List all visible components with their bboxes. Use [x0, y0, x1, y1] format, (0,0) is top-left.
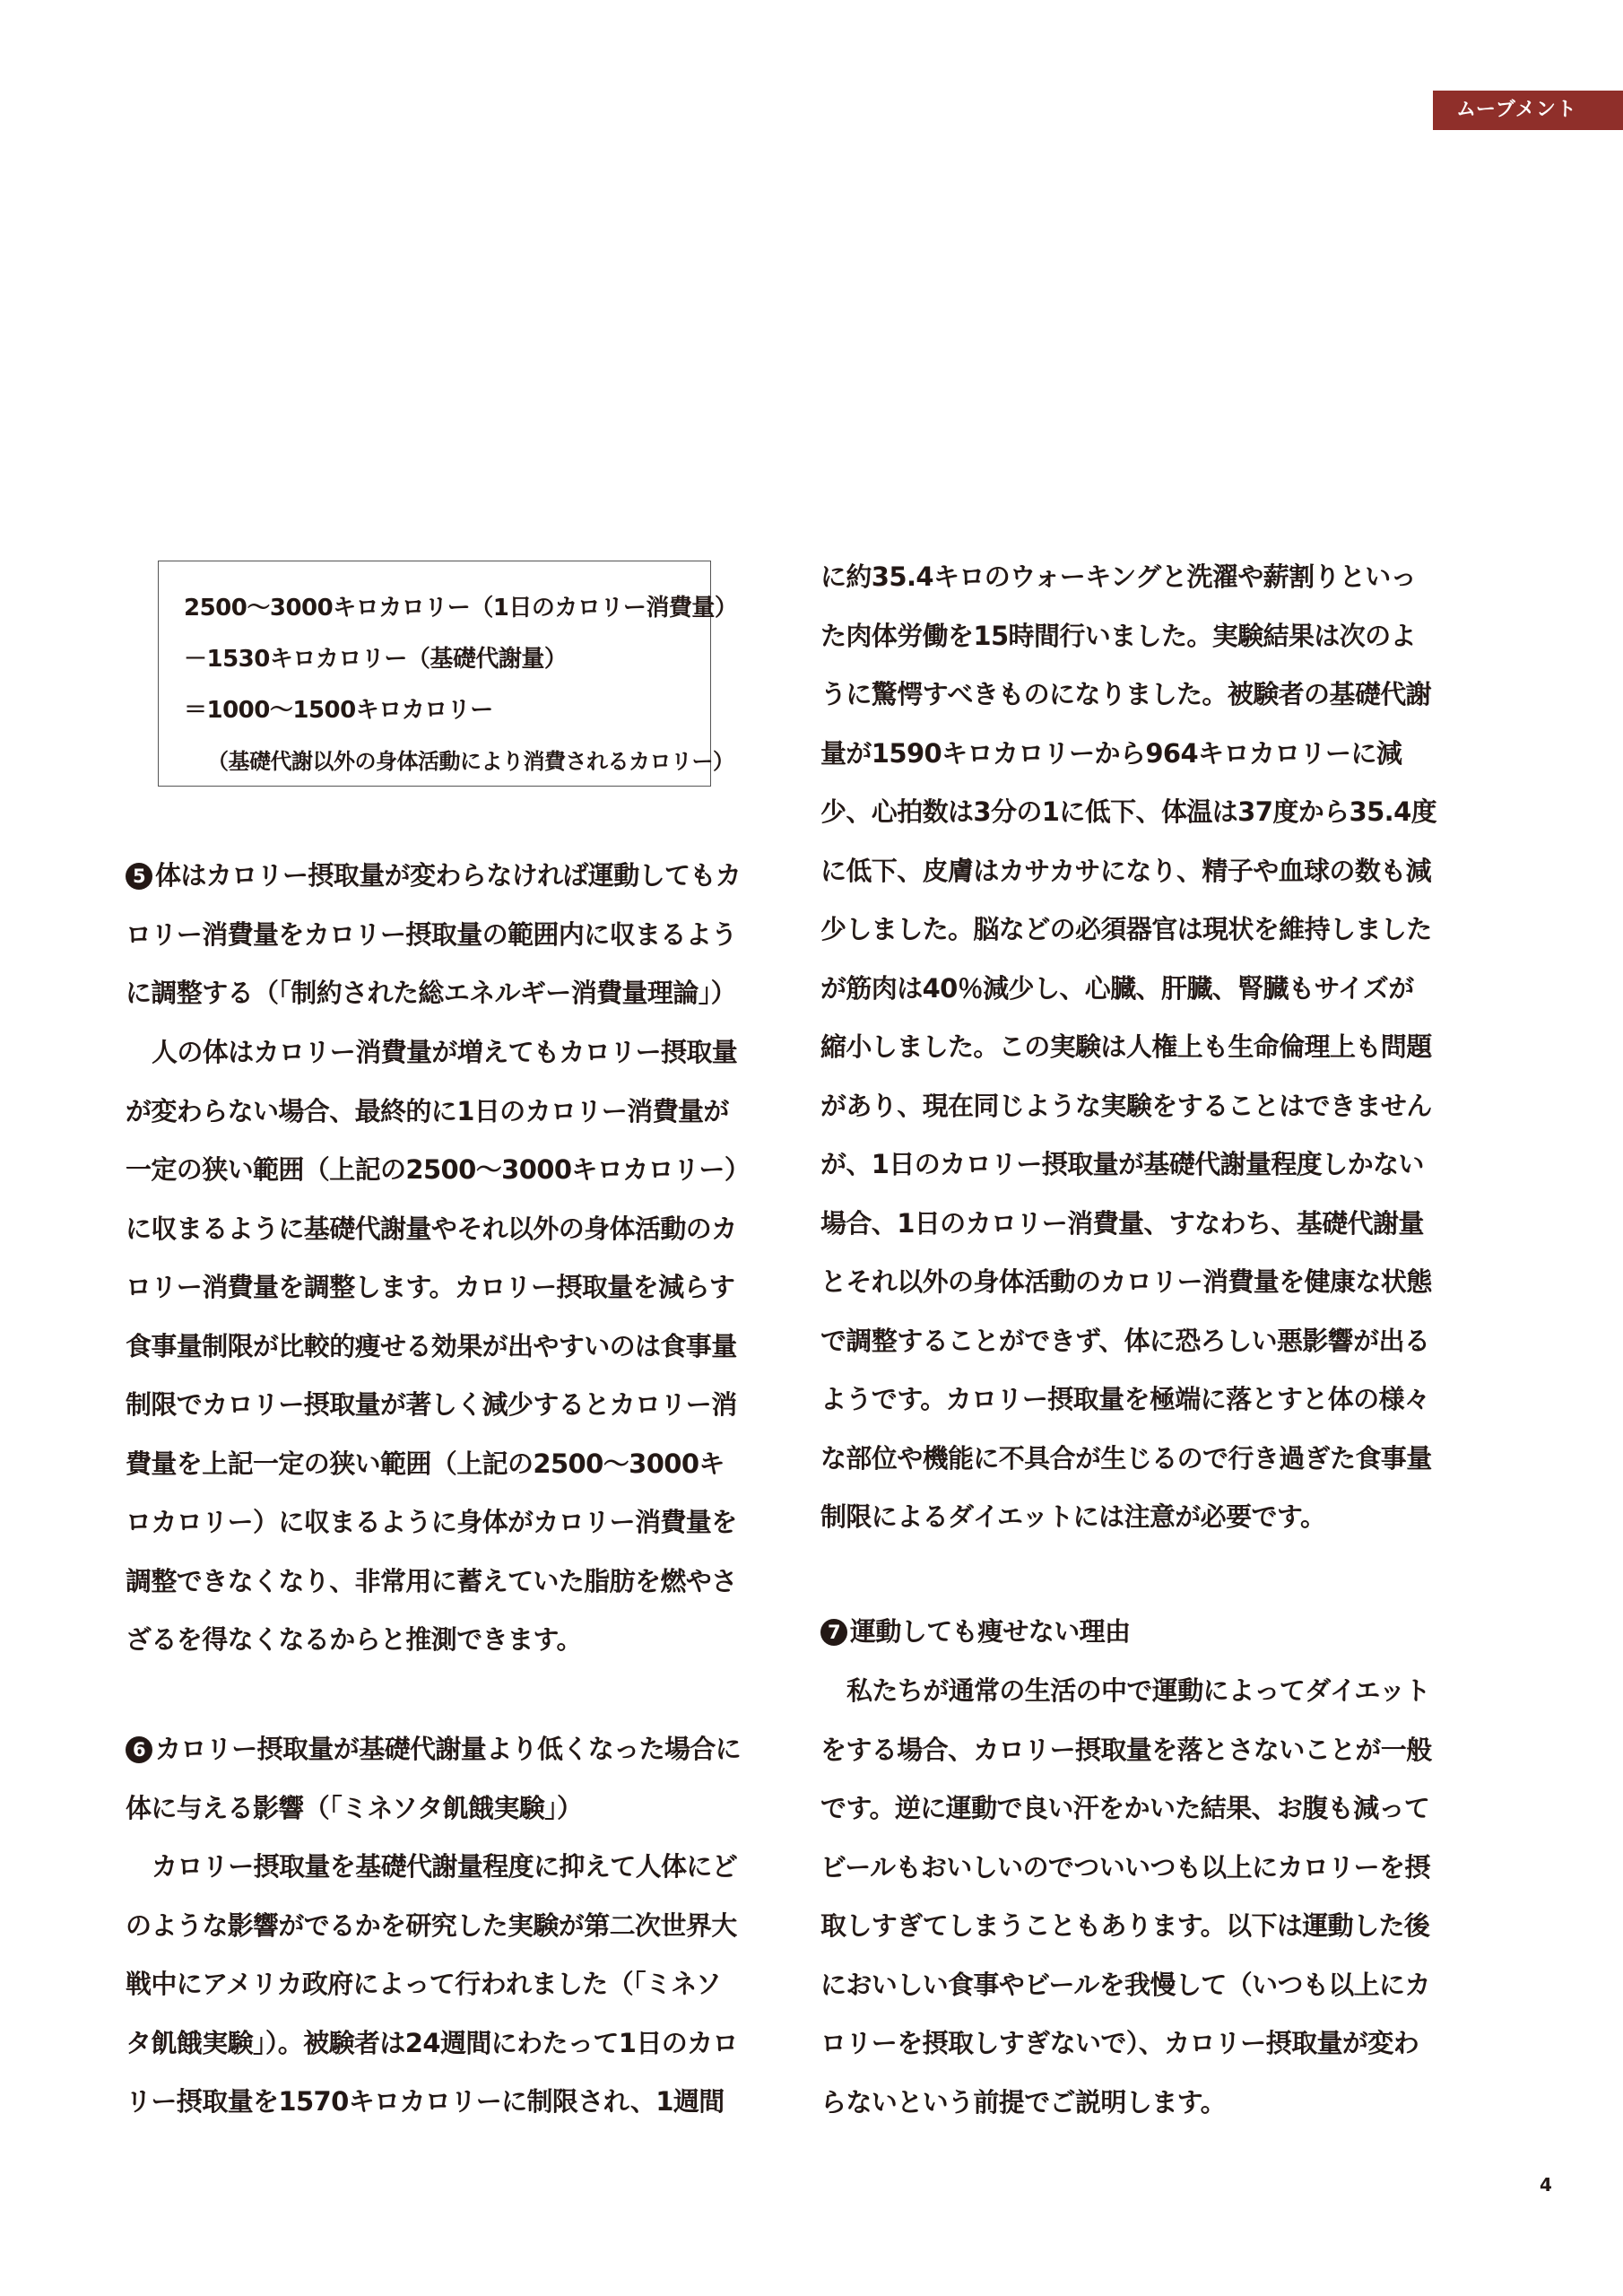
section-6-body: カロリー摂取量を基礎代謝量程度に抑えて人体にどのような影響がでるかを研究した実験が第二次世界大戦中にアメリカ政府によって行われました（「ミネソタ飢餓実験」）。被験者は24週間にわたって1日のカロリー摂取量を1570キロカロリーに制限され、1週間	[126, 1851, 738, 2117]
section-number-badge: 6	[126, 1736, 152, 1763]
section-7-heading	[820, 1603, 1439, 1662]
section-number-badge: 7	[820, 1619, 847, 1646]
section-7-heading-text: 運動しても痩せない理由	[850, 1616, 1131, 1647]
section-5-body: 人の体はカロリー消費量が増えてもカロリー摂取量が変わらない場合、最終的に1日のカロリー消費量が一定の狭い範囲（上記の2500～3000キロカロリー）に収まるように基礎代謝量やそれ以外の身体活動のカロリー消費量を調整します。カロリー摂取量を減らす食事量制限が比較的痩せる効果が出やすいのは食事量制限でカロリー摂取量が著しく減少するとカロリー消費量を上記一定の狭い範囲（上記の2500～3000キロカロリー）に収まるように身体がカロリー消費量を調整できなくなり、非常用に蓄えていた脂肪を燃やさざるを得なくなるからと推測できます。	[126, 1037, 738, 1655]
section-6-heading	[126, 1720, 744, 1838]
formula-line-1: 2500～3000キロカロリー（1日のカロリー消費量）	[184, 595, 738, 622]
formula-box	[158, 561, 738, 787]
section-number-badge: 5	[126, 863, 152, 890]
formula-line-4: （基礎代謝以外の身体活動により消費されるカロリー）	[207, 749, 734, 774]
section-5-heading	[126, 847, 744, 1023]
formula-line-3: ＝1000～1500キロカロリー	[184, 697, 493, 724]
page-number: 4	[1540, 2174, 1552, 2196]
section-6-body-continued: に約35.4キロのウォーキングと洗濯や薪割りといった肉体労働を15時間行いました。実験結果は次のように驚愕すべきものになりました。被験者の基礎代謝量が1590キロカロリーから964キロカロリーに減少、心拍数は3分の1に低下、体温は37度から35.4度に低下、皮膚はカサカサになり、精子や血球の数も減少しました。脳などの必須器官は現状を維持しましたが筋肉は40％減少し、心臓、肝臓、腎臓もサイズが縮小しました。この実験は人権上も生命倫理上も問題があり、現在同じような実験をすることはできませんが、1日のカロリー摂取量が基礎代謝量程度しかない場合、1日のカロリー消費量、すなわち、基礎代謝量とそれ以外の身体活動のカロリー消費量を健康な状態で調整することができず、体に恐ろしい悪影響が出るようです。カロリー摂取量を極端に落とすと体の様々な部位や機能に不具合が生じるので行き過ぎた食事量制限によるダイエットには注意が必要です。	[820, 561, 1437, 1532]
section-6-heading-text: カロリー摂取量が基礎代謝量より低くなった場合に体に与える影響（「ミネソタ飢餓実験」）	[126, 1734, 742, 1823]
section-label-tab: ムーブメント	[1433, 91, 1623, 130]
section-7-body: 私たちが通常の生活の中で運動によってダイエットをする場合、カロリー摂取量を落とさないことが一般です。逆に運動で良い汗をかいた結果、お腹も減ってビールもおいしいのでついいつも以上にカロリーを摂取しすぎてしまうこともあります。以下は運動した後においしい食事やビールを我慢して（いつも以上にカロリーを摂取しすぎないで）、カロリー摂取量が変わらないという前提でご説明します。	[820, 1675, 1432, 2118]
section-5-heading-text: 体はカロリー摂取量が変わらなければ運動してもカロリー消費量をカロリー摂取量の範囲内に収まるように調整する（「制約された総エネルギー消費量理論」）	[126, 860, 742, 1008]
formula-line-2: －1530キロカロリー（基礎代謝量）	[184, 646, 568, 673]
